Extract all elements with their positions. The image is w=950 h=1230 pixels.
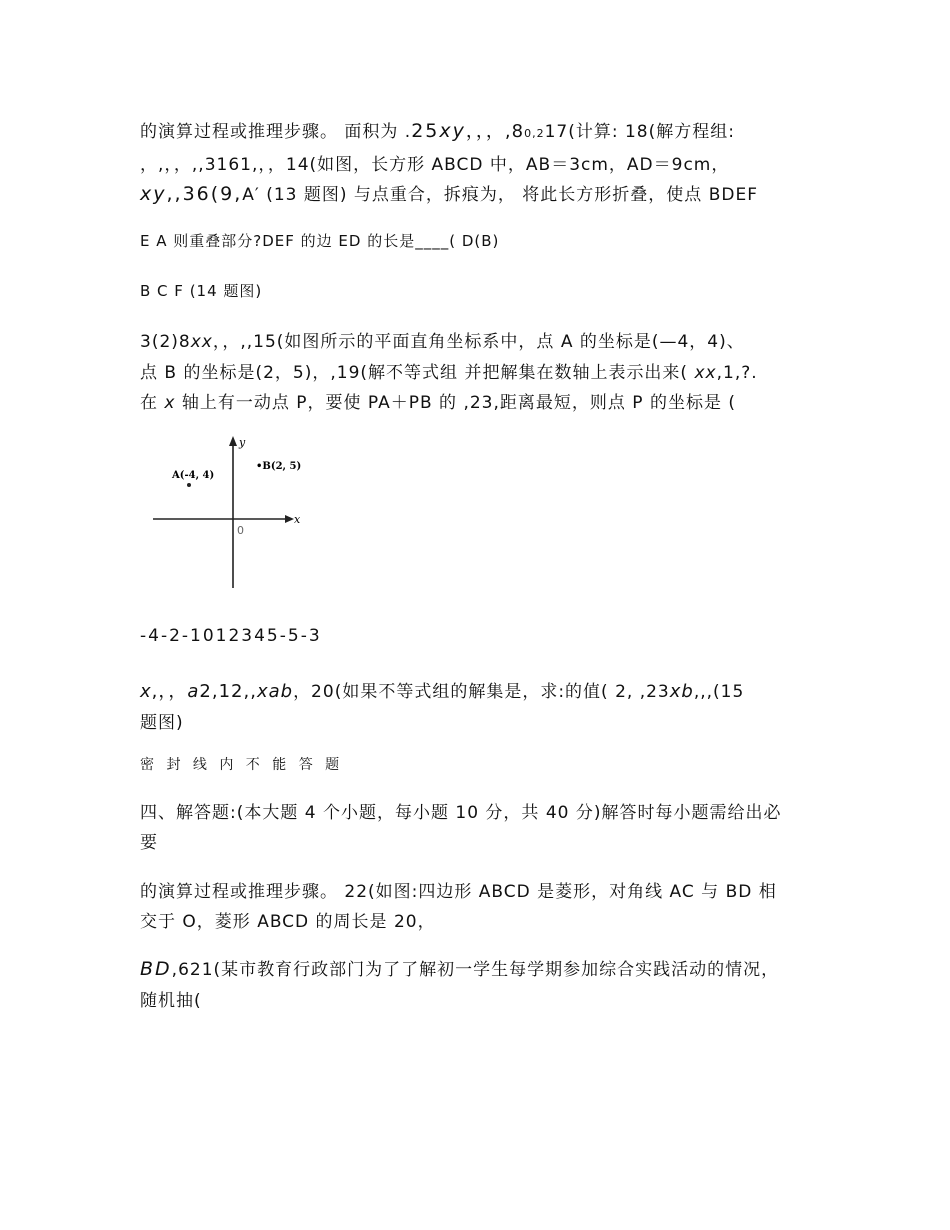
- number-line-labels: -4-2-1012345-5-3: [140, 626, 322, 646]
- text-segment: ，，,,15(如图所示的平面直角坐标系中，点 A 的坐标是(—4，4)、: [212, 332, 745, 352]
- y-axis-arrow: [229, 436, 237, 446]
- y-label: y: [239, 436, 246, 449]
- text-line-6: [140, 327, 745, 352]
- text-line-7: [140, 358, 758, 383]
- x-axis-arrow: [285, 515, 294, 523]
- text-line-11: 题图): [140, 713, 184, 733]
- text-segment: A′ (13 题图) 与点重合，拆痕为， 将此长方形折叠，使点 BDEF: [242, 185, 758, 205]
- coordinate-figure: [148, 430, 308, 590]
- text-line-1: [140, 117, 735, 143]
- origin-label: 0: [237, 524, 244, 537]
- point-a-dot: [187, 483, 191, 487]
- x-label: x: [294, 513, 301, 526]
- section-heading: 四、解答题:(本大题 4 个小题，每小题 10 分，共 40 分)解答时每小题需给出必: [140, 803, 782, 823]
- text-segment: 在: [140, 393, 165, 413]
- text-segment: ,，，: [151, 681, 188, 702]
- text-segment: xy: [140, 183, 167, 205]
- text-segment: xb: [669, 681, 694, 702]
- text-segment: 轴上有一动点 P，要使 PA＋PB 的 ,23,距离最短，则点 P 的坐标是 (: [175, 393, 736, 413]
- text-line-5: B C F (14 题图): [140, 282, 263, 300]
- text-segment: ,621(某市教育行政部门为了了解初一学生每学期参加综合实践活动的情况，: [171, 960, 780, 980]
- text-line-14: 要: [140, 833, 158, 853]
- text-segment: BD: [140, 958, 172, 980]
- text-segment: ,,36(9,: [166, 183, 243, 205]
- text-segment: 的演算过程或推理步骤。 面积为 .: [140, 122, 412, 142]
- text-line-17: [140, 955, 779, 980]
- text-segment: x: [164, 393, 176, 413]
- text-segment: x: [140, 681, 152, 702]
- text-line-10: [140, 677, 744, 703]
- text-segment: 25: [411, 120, 440, 142]
- text-segment: xx: [694, 363, 717, 383]
- text-segment: 0,2: [524, 127, 545, 140]
- text-line-2: ，,，，,,3161,，，14(如图，长方形 ABCD 中，AB＝3cm，AD＝9cm，: [140, 155, 730, 175]
- text-segment: 点 B 的坐标是(2，5)，,19(解不等式组 并把解集在数轴上表示出来(: [140, 363, 695, 383]
- text-line-15: 的演算过程或推理步骤。 22(如图:四边形 ABCD 是菱形，对角线 AC 与 BD 相: [140, 882, 777, 902]
- text-segment: 17(计算: 18(解方程组:: [544, 122, 735, 142]
- text-segment: 2,12,,: [199, 681, 257, 702]
- point-a-label: A(-4, 4): [172, 470, 215, 481]
- text-segment: xx: [190, 332, 213, 352]
- text-line-16: 交于 O，菱形 ABCD 的周长是 20，: [140, 912, 436, 932]
- text-line-4: E A 则重叠部分?DEF 的边 ED 的长是____( D(B): [140, 232, 500, 250]
- text-segment: ，20(如果不等式组的解集是，求:的值( 2, ,23: [293, 682, 670, 702]
- text-line-18: 随机抽(: [140, 991, 202, 1011]
- point-b-label: •B(2, 5): [256, 461, 302, 472]
- text-segment: ,1,?.: [716, 363, 758, 383]
- text-segment: ，，，,8: [465, 121, 525, 142]
- text-line-3: [140, 180, 758, 205]
- text-segment: xab: [256, 681, 294, 702]
- text-segment: xy: [439, 120, 466, 142]
- text-segment: ,,,(15: [693, 682, 745, 702]
- text-line-8: [140, 388, 736, 413]
- seal-line-notice: 密 封 线 内 不 能 答 题: [140, 757, 344, 773]
- text-segment: 3(2)8: [140, 332, 191, 352]
- text-segment: a: [187, 681, 200, 702]
